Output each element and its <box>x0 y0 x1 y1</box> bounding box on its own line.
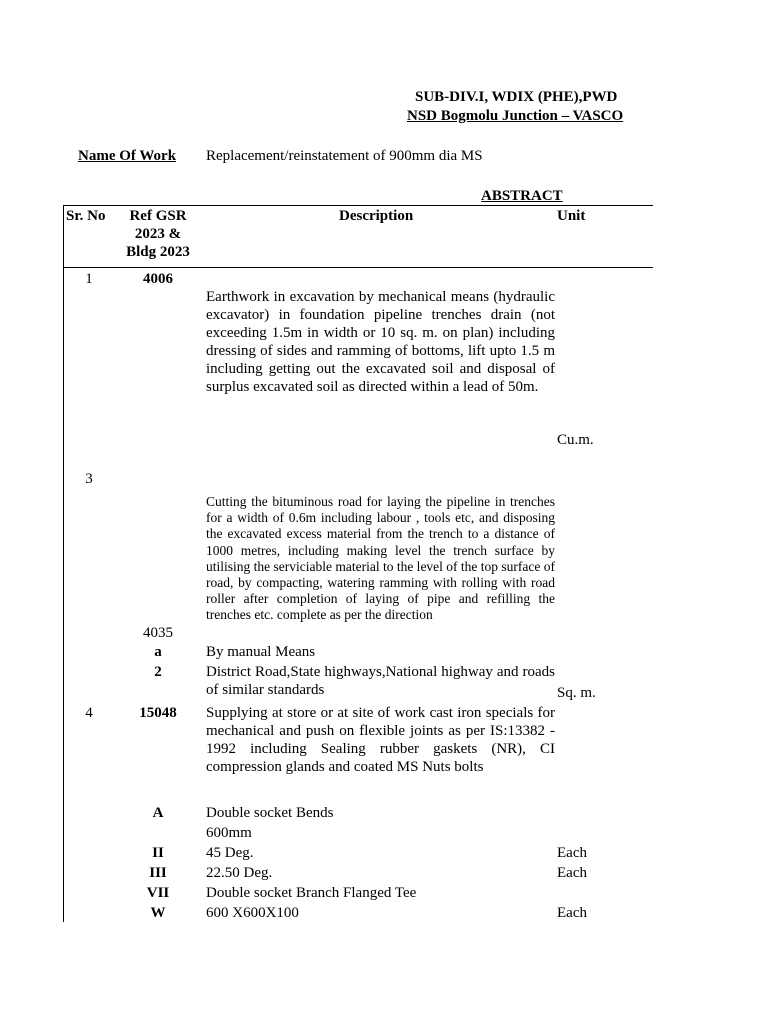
row3-description: Cutting the bituminous road for laying the pipeline in trenches for a width of 0.6m including labour , tools etc, and disposing the excavated excess material from the trench to a distance of 1000 metres, including making level the trench surface by utilising the serviciable material to the level of the top surface of road, by compacting, watering ramming with rolling with road roller after completion of laying of pipe and refilling the trenches etc. complete as per the direction <box>206 494 556 623</box>
item-iii-ref: III <box>149 865 167 881</box>
row1-sr: 1 <box>85 271 93 287</box>
table-left-border <box>63 205 64 922</box>
division-title: SUB-DIV.I, WDIX (PHE),PWD <box>415 89 618 105</box>
item-ii-unit: Each <box>557 845 587 861</box>
row1-description: Earthwork in excavation by mechanical means (hydraulic excavator) in foundation pipeline trenches drain (not exceeding 1.5m in width or 10 sq. m. on plan) including dressing of sides and ramming of bottoms, lift upto 1.5 m including getting out the excavated soil and disposal of surplus excavated soil as directed within a lead of 50m. <box>206 289 555 395</box>
row3-unit: Sq. m. <box>557 685 596 701</box>
header-sr-no: Sr. No <box>66 208 106 224</box>
item-ii-ref: II <box>152 845 164 861</box>
row4-sr: 4 <box>85 705 93 721</box>
row4-description: Supplying at store or at site of work cast iron specials for mechanical and push on flexible joints as per IS:13382 - 1992 including Sealing rubber gaskets (NR), CI compression glands and coated MS Nuts bolts <box>206 705 555 775</box>
item-w-ref: W <box>150 905 166 921</box>
row3-sr: 3 <box>85 471 93 487</box>
item-ii-desc: 45 Deg. <box>206 845 254 861</box>
row1-unit: Cu.m. <box>557 432 594 448</box>
row3-ref: 4035 <box>143 625 173 641</box>
row3-sub-a-ref: a <box>154 644 162 660</box>
header-description: Description <box>339 208 414 224</box>
item-a-ref: A <box>152 805 164 821</box>
row3-sub-a-desc: By manual Means <box>206 644 316 660</box>
row3-sub-2-ref: 2 <box>154 664 162 680</box>
table-header-rule <box>63 267 653 268</box>
item-vii-ref: VII <box>146 885 170 901</box>
row1-ref: 4006 <box>143 271 173 287</box>
item-vii-desc: Double socket Branch Flanged Tee <box>206 885 417 901</box>
item-w-unit: Each <box>557 905 587 921</box>
header-unit: Unit <box>557 208 586 224</box>
header-ref-line1: Ref GSR <box>129 208 187 224</box>
row4-ref: 15048 <box>139 705 177 721</box>
header-ref-line2: 2023 & <box>134 226 182 242</box>
site-title: NSD Bogmolu Junction – VASCO <box>407 108 624 124</box>
item-size-desc: 600mm <box>206 825 252 841</box>
row3-sub-2-desc: District Road,State highways,National highway and roads of similar standards <box>206 664 555 698</box>
header-ref-line3: Bldg 2023 <box>126 244 190 260</box>
item-iii-unit: Each <box>557 865 587 881</box>
item-iii-desc: 22.50 Deg. <box>206 865 273 881</box>
item-w-desc: 600 X600X100 <box>206 905 299 921</box>
table-top-rule <box>63 205 653 206</box>
name-of-work-value: Replacement/reinstatement of 900mm dia MS <box>206 148 483 164</box>
name-of-work-label: Name Of Work <box>78 148 177 164</box>
abstract-title: ABSTRACT <box>481 188 563 204</box>
item-a-desc: Double socket Bends <box>206 805 334 821</box>
